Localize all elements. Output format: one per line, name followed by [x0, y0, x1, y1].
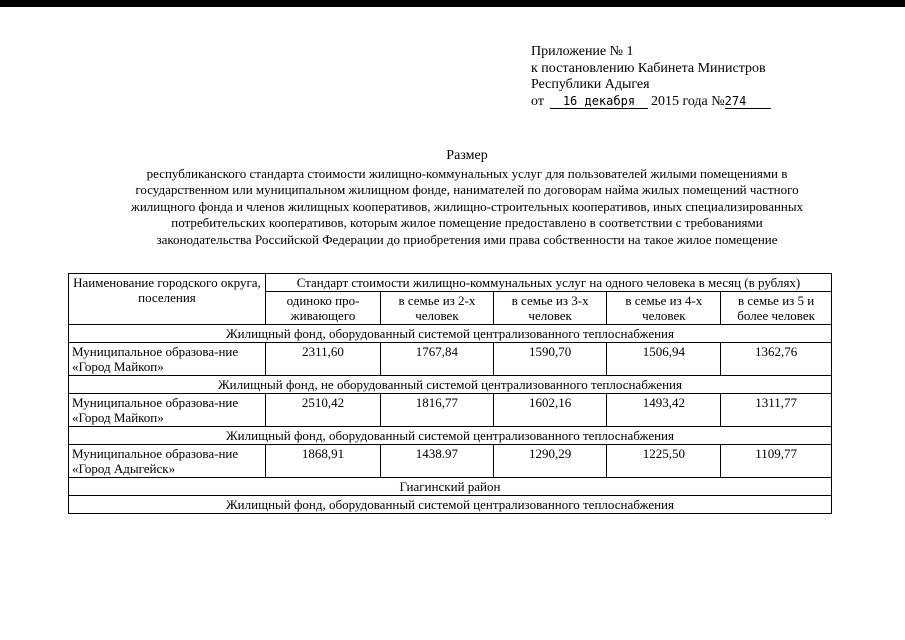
row-name: Муниципальное образова-ние «Город Адыгейск» — [69, 445, 266, 478]
title-line-1: республиканского стандарта стоимости жилищно-коммунальных услуг для пользователей жилыми помещениями в — [146, 165, 788, 181]
section-title: Жилищный фонд, оборудованный системой централизованного теплоснабжения — [69, 427, 832, 445]
decree-number: 274 — [725, 94, 771, 109]
column-header: в семье из 3-х человек — [493, 292, 607, 325]
title-line-5: законодательства Российской Федерации до приобретения ими права собственности на такое жилое помещение — [156, 231, 778, 247]
title-heading: Размер — [446, 148, 488, 163]
section-title: Жилищный фонд, не оборудованный системой централизованного теплоснабжения — [69, 376, 832, 394]
row-name: Муниципальное образова-ние «Город Майкоп» — [69, 343, 266, 376]
row-value: 1493,42 — [607, 394, 721, 427]
table-row — [69, 445, 832, 478]
column-header: в семье из 4-х человек — [607, 292, 721, 325]
title-line-4: потребительских кооперативов, которым жилое помещение предоставлено в соответствии с требованиями — [171, 215, 763, 231]
district-row — [69, 478, 832, 496]
scan-border — [0, 0, 905, 7]
row-name: Муниципальное образова-ние «Город Майкоп» — [69, 394, 266, 427]
date-prefix: от — [531, 94, 544, 110]
table-row — [69, 394, 832, 427]
row-value: 1590,70 — [493, 343, 607, 376]
row-value: 1311,77 — [721, 394, 832, 427]
row-value: 1816,77 — [381, 394, 494, 427]
section-row — [69, 496, 832, 514]
row-value: 1109,77 — [721, 445, 832, 478]
section-row — [69, 325, 832, 343]
row-value: 1767,84 — [381, 343, 494, 376]
row-value: 1868,91 — [265, 445, 380, 478]
annex-line-2: к постановлению Кабинета Министров — [531, 60, 766, 76]
row-value: 2510,42 — [265, 394, 380, 427]
date-year: 2015 года № — [650, 94, 725, 110]
date-day: 16 декабря — [550, 94, 648, 109]
row-value: 1225,50 — [607, 445, 721, 478]
annex-block — [531, 44, 771, 111]
row-value: 1506,94 — [607, 343, 721, 376]
annex-date-line — [531, 94, 771, 111]
title-line-2: государственном или муниципальном жилищном фонде, нанимателей по договорам найма жилых помещений частного — [135, 182, 799, 198]
document-title — [52, 148, 882, 249]
section-title: Жилищный фонд, оборудованный системой централизованного теплоснабжения — [69, 325, 832, 343]
table-header-row — [69, 274, 832, 292]
header-standard: Стандарт стоимости жилищно-коммунальных услуг на одного человека в месяц (в рублях) — [265, 274, 831, 292]
row-value: 1290,29 — [493, 445, 607, 478]
column-header: в семье из 5 и более человек — [721, 292, 832, 325]
standards-table — [68, 273, 832, 514]
table-row — [69, 343, 832, 376]
row-value: 2311,60 — [265, 343, 380, 376]
district-title: Гиагинский район — [69, 478, 832, 496]
section-row — [69, 427, 832, 445]
row-value: 1362,76 — [721, 343, 832, 376]
section-row — [69, 376, 832, 394]
annex-line-1: Приложение № 1 — [531, 44, 634, 59]
header-name: Наименование городского округа, поселения — [69, 274, 266, 325]
annex-line-3: Республики Адыгея — [531, 77, 650, 93]
column-header: одиноко про-живающего — [265, 292, 380, 325]
title-line-3: жилищного фонда и членов жилищных кооперативов, жилищно-строительных кооперативов, иных специализированных — [130, 198, 804, 214]
column-header: в семье из 2-х человек — [381, 292, 494, 325]
row-value: 1602,16 — [493, 394, 607, 427]
section-title: Жилищный фонд, оборудованный системой централизованного теплоснабжения — [69, 496, 832, 514]
row-value: 1438.97 — [381, 445, 494, 478]
